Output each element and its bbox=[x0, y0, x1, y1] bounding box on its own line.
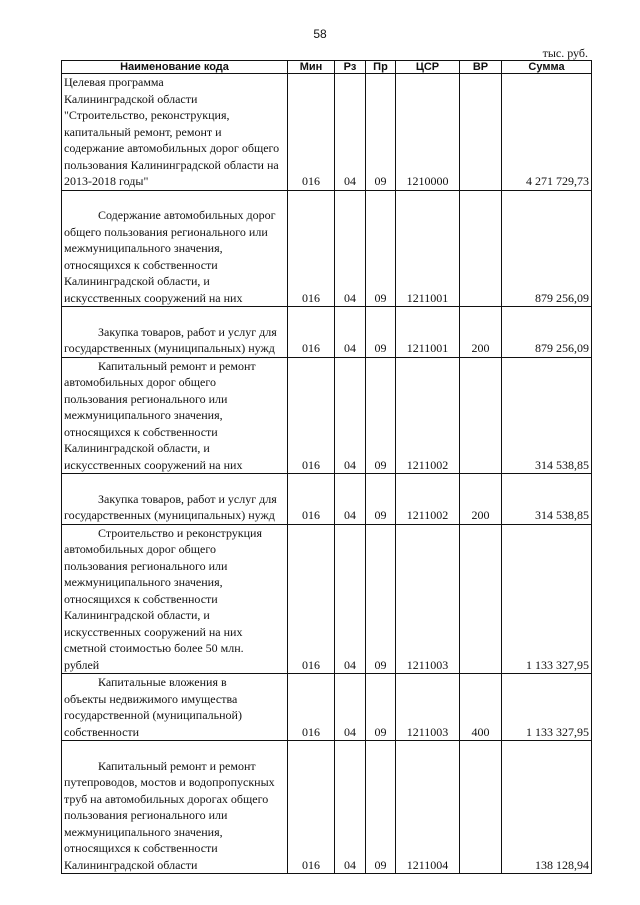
row-name bbox=[62, 190, 288, 307]
row-name-line: Содержание автомобильных дорог bbox=[98, 208, 276, 222]
row-csr: 1211004 bbox=[396, 741, 460, 874]
row-vr: 200 bbox=[460, 474, 502, 525]
row-sum: 314 538,85 bbox=[502, 474, 592, 525]
row-min: 016 bbox=[288, 74, 335, 191]
table-row bbox=[62, 674, 592, 741]
row-name-line: межмуниципального значения, bbox=[64, 408, 223, 422]
row-name-line: относящихся к собственности bbox=[64, 424, 218, 439]
row-min: 016 bbox=[288, 474, 335, 525]
row-rz: 04 bbox=[335, 741, 366, 874]
row-name-line: пользования Калининградской области на bbox=[64, 157, 279, 172]
row-pr: 09 bbox=[366, 524, 396, 674]
row-name-line: межмуниципального значения, bbox=[64, 824, 223, 839]
header-pr: Пр bbox=[366, 61, 396, 74]
table-row bbox=[62, 474, 592, 525]
row-name-line: государственных (муниципальных) нужд bbox=[64, 341, 275, 355]
row-name-line: межмуниципального значения, bbox=[64, 241, 223, 255]
row-name-line: рублей bbox=[64, 657, 100, 672]
table-row bbox=[62, 357, 592, 474]
row-pr: 09 bbox=[366, 74, 396, 191]
budget-table bbox=[61, 60, 592, 874]
units-label: тыс. руб. bbox=[542, 46, 588, 60]
row-vr bbox=[460, 190, 502, 307]
row-min: 016 bbox=[288, 674, 335, 741]
row-sum: 1 133 327,95 bbox=[502, 524, 592, 674]
row-name-line: 2013-2018 годы" bbox=[64, 174, 149, 188]
row-vr bbox=[460, 524, 502, 674]
row-rz: 04 bbox=[335, 357, 366, 474]
row-name bbox=[62, 357, 288, 474]
row-name-line: государственных (муниципальных) нужд bbox=[64, 508, 275, 522]
row-pr: 09 bbox=[366, 674, 396, 741]
row-name-line: пользования регионального или bbox=[64, 391, 228, 406]
table-row bbox=[62, 524, 592, 674]
row-name-line: Капитальные вложения в bbox=[98, 675, 227, 689]
row-pr: 09 bbox=[366, 190, 396, 307]
header-name: Наименование кода bbox=[62, 61, 288, 74]
row-name-line: искусственных сооружений на них bbox=[64, 624, 243, 639]
page-number: 58 bbox=[313, 27, 327, 41]
row-name-line: пользования регионального или bbox=[64, 558, 228, 573]
table-body bbox=[62, 74, 592, 874]
row-name-line: относящихся к собственности bbox=[64, 841, 218, 855]
row-csr: 1211001 bbox=[396, 190, 460, 307]
row-min: 016 bbox=[288, 190, 335, 307]
row-name-line: Закупка товаров, работ и услуг для bbox=[98, 491, 277, 506]
row-vr bbox=[460, 74, 502, 191]
row-pr: 09 bbox=[366, 474, 396, 525]
row-sum: 314 538,85 bbox=[502, 357, 592, 474]
row-name-line: автомобильных дорог общего bbox=[64, 375, 216, 389]
table-row bbox=[62, 190, 592, 307]
row-name-line: относящихся к собственности bbox=[64, 591, 218, 606]
row-name-line: Строительство и реконструкция bbox=[98, 525, 262, 540]
row-name-line bbox=[64, 741, 285, 758]
table-row bbox=[62, 307, 592, 358]
row-name bbox=[62, 307, 288, 358]
row-csr: 1211001 bbox=[396, 307, 460, 358]
table-row bbox=[62, 74, 592, 191]
row-name-line: Калининградской области, и bbox=[64, 608, 210, 622]
row-name bbox=[62, 74, 288, 191]
row-sum: 879 256,09 bbox=[502, 190, 592, 307]
header-sum: Сумма bbox=[502, 61, 592, 74]
row-name-line: "Строительство, реконструкция, bbox=[64, 108, 230, 122]
row-name-line bbox=[64, 474, 285, 491]
row-name-line: собственности bbox=[64, 724, 140, 739]
row-vr bbox=[460, 741, 502, 874]
row-rz: 04 bbox=[335, 474, 366, 525]
row-csr: 1211002 bbox=[396, 474, 460, 525]
row-name-line: капитальный ремонт, ремонт и bbox=[64, 124, 222, 139]
row-name-line: искусственных сооружений на них bbox=[64, 290, 243, 305]
row-rz: 04 bbox=[335, 674, 366, 741]
table-row bbox=[62, 741, 592, 874]
row-name-line: государственной (муниципальной) bbox=[64, 708, 242, 722]
row-name-line: Закупка товаров, работ и услуг для bbox=[98, 324, 277, 339]
row-pr: 09 bbox=[366, 741, 396, 874]
row-name-line: путепроводов, мостов и водопропускных bbox=[64, 775, 275, 789]
row-min: 016 bbox=[288, 524, 335, 674]
row-name-line: Капитальный ремонт и ремонт bbox=[98, 758, 256, 773]
row-name-line: межмуниципального значения, bbox=[64, 575, 223, 589]
row-name bbox=[62, 741, 288, 874]
row-name-line: автомобильных дорог общего bbox=[64, 542, 216, 556]
row-csr: 1211003 bbox=[396, 524, 460, 674]
row-name-line bbox=[64, 191, 285, 208]
row-sum: 879 256,09 bbox=[502, 307, 592, 358]
row-csr: 1210000 bbox=[396, 74, 460, 191]
row-name-line: общего пользования регионального или bbox=[64, 224, 268, 239]
row-name-line: содержание автомобильных дорог общего bbox=[64, 141, 280, 155]
row-sum: 4 271 729,73 bbox=[502, 74, 592, 191]
row-name-line: объекты недвижимого имущества bbox=[64, 691, 238, 706]
row-name-line: Калининградской области bbox=[64, 857, 198, 872]
row-name-line: пользования регионального или bbox=[64, 808, 228, 822]
row-name-line: Калининградской области bbox=[64, 91, 198, 106]
header-row bbox=[62, 61, 592, 74]
row-vr bbox=[460, 357, 502, 474]
row-name-line: сметной стоимостью более 50 млн. bbox=[64, 641, 244, 655]
row-rz: 04 bbox=[335, 524, 366, 674]
row-sum: 1 133 327,95 bbox=[502, 674, 592, 741]
header-csr: ЦСР bbox=[396, 61, 460, 74]
row-min: 016 bbox=[288, 357, 335, 474]
row-rz: 04 bbox=[335, 190, 366, 307]
row-name-line bbox=[64, 307, 285, 324]
row-pr: 09 bbox=[366, 357, 396, 474]
row-name bbox=[62, 524, 288, 674]
header-min: Мин bbox=[288, 61, 335, 74]
row-rz: 04 bbox=[335, 74, 366, 191]
row-name bbox=[62, 674, 288, 741]
header-rz: Рз bbox=[335, 61, 366, 74]
row-csr: 1211002 bbox=[396, 357, 460, 474]
row-vr: 200 bbox=[460, 307, 502, 358]
row-name-line: искусственных сооружений на них bbox=[64, 457, 243, 472]
row-min: 016 bbox=[288, 307, 335, 358]
row-name-line: Капитальный ремонт и ремонт bbox=[98, 358, 256, 373]
row-pr: 09 bbox=[366, 307, 396, 358]
row-csr: 1211003 bbox=[396, 674, 460, 741]
row-min: 016 bbox=[288, 741, 335, 874]
row-vr: 400 bbox=[460, 674, 502, 741]
header-vr: ВР bbox=[460, 61, 502, 74]
row-sum: 138 128,94 bbox=[502, 741, 592, 874]
row-name-line: относящихся к собственности bbox=[64, 257, 218, 272]
row-name-line: труб на автомобильных дорогах общего bbox=[64, 791, 269, 806]
row-name-line: Калининградской области, и bbox=[64, 274, 210, 288]
row-rz: 04 bbox=[335, 307, 366, 358]
row-name-line: Калининградской области, и bbox=[64, 441, 210, 455]
row-name-line: Целевая программа bbox=[64, 75, 164, 89]
row-name bbox=[62, 474, 288, 525]
